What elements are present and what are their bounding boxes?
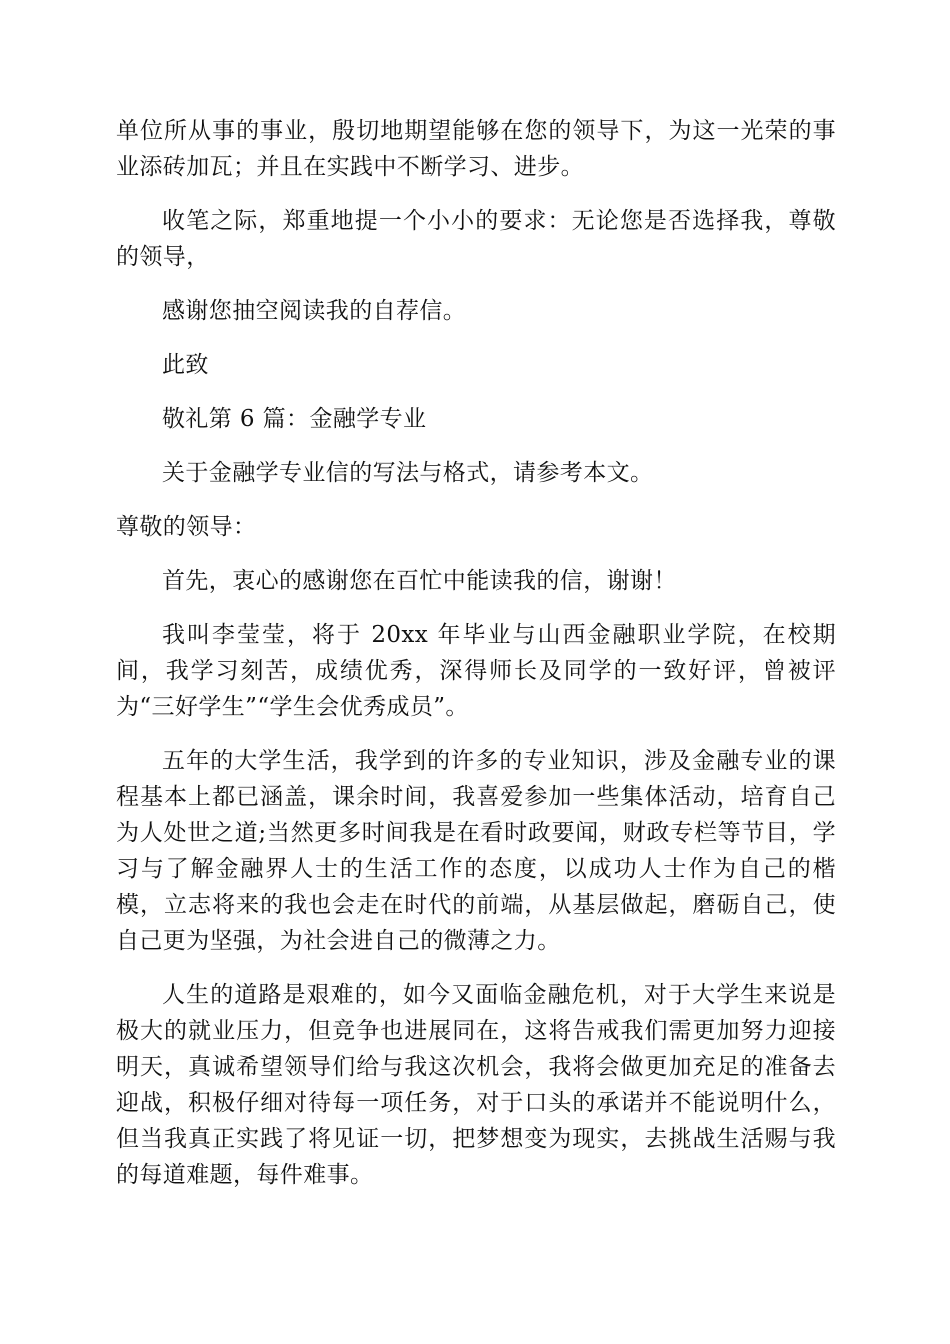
paragraph-salutation-close: 此致 [162,352,209,378]
paragraph-continuation: 单位所从事的事业，殷切地期望能够在您的领导下，为这一光荣的事业添砖加瓦；并且在实践中不断学习、进步。 [116,118,836,180]
paragraph-closing-request: 收笔之际，郑重地提一个小小的要求：无论您是否选择我，尊敬的领导， [116,208,836,270]
section-heading: 敬礼第 6 篇：金融学专业 [162,406,427,432]
paragraph-intro: 关于金融学专业信的写法与格式，请参考本文。 [162,460,654,486]
document-body [116,113,836,1211]
paragraph-career-outlook: 人生的道路是艰难的，如今又面临金融危机，对于大学生来说是极大的就业压力，但竞争也进展同在，这将告戒我们需更加努力迎接明天，真诚希望领导们给与我这次机会，我将会做更加充足的准备去迎战，积极仔细对待每一项任务，对于口头的承诺并不能说明什么，但当我真正实践了将见证一切，把梦想变为现实，去挑战生活赐与我的每道难题，每件难事。 [116,982,836,1188]
letter-greeting: 尊敬的领导： [116,514,257,540]
paragraph-self-introduction: 我叫李莹莹，将于 20xx 年毕业与山西金融职业学院，在校期间，我学习刻苦，成绩优秀，深得师长及同学的一致好评，曾被评为“三好学生”“学生会优秀成员”。 [116,622,836,720]
paragraph-thanks: 感谢您抽空阅读我的自荐信。 [162,298,467,324]
paragraph-opening: 首先，衷心的感谢您在百忙中能读我的信，谢谢！ [162,568,677,594]
paragraph-university-life: 五年的大学生活，我学到的许多的专业知识，涉及金融专业的课程基本上都已涵盖，课余时间，我喜爱参加一些集体活动，培育自己为人处世之道;当然更多时间我是在看时政要闻，财政专栏等节目，学习与了解金融界人士的生活工作的态度，以成功人士作为自己的楷模，立志将来的我也会走在时代的前端，从基层做起，磨砺自己，使自己更为坚强，为社会进自己的微薄之力。 [116,748,836,954]
